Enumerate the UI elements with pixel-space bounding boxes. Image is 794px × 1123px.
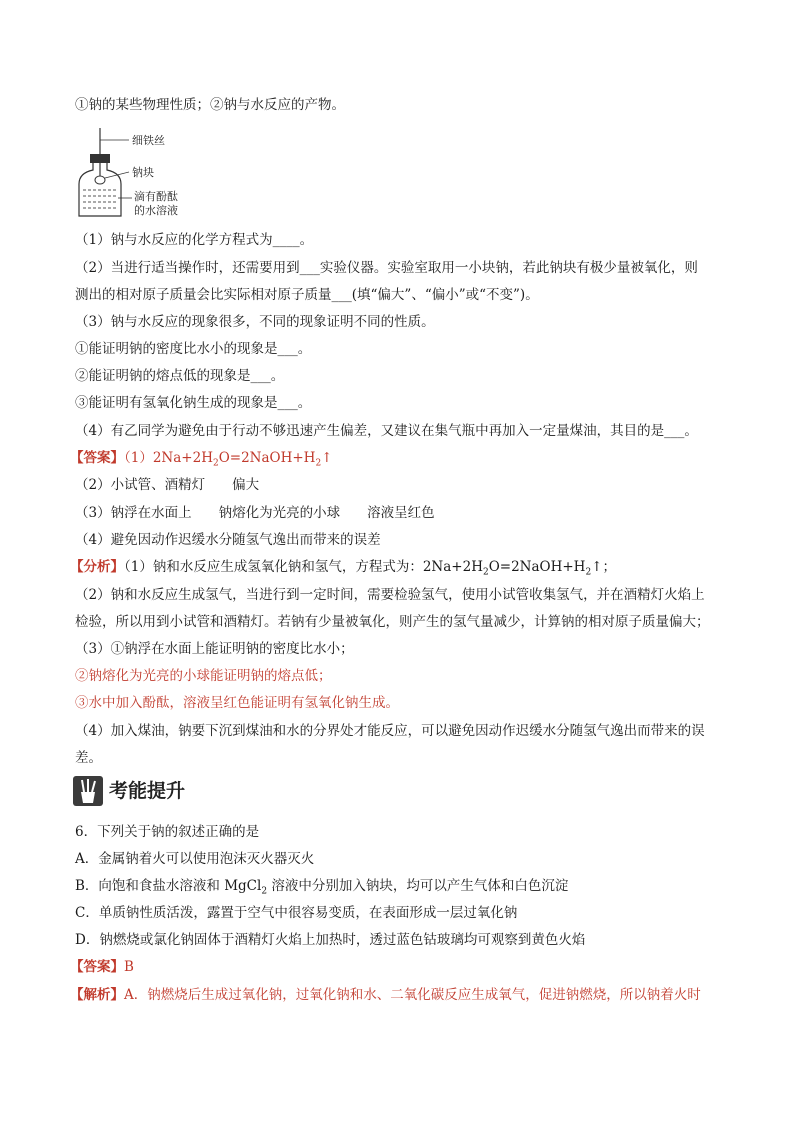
question-1: （1）钠与水反应的化学方程式为____。 — [75, 232, 314, 248]
question-4: （4）有乙同学为避免由于行动不够迅速产生偏差，又建议在集气瓶中再加入一定量煤油，其目的是___。 — [75, 423, 698, 439]
analysis-line-4: （3）①钠浮在水面上能证明钠的密度比水小； — [75, 641, 354, 657]
label-sodium-block: 钠块 — [132, 166, 154, 179]
analysis-line-5: ②钠熔化为光亮的小球能证明钠的熔点低； — [75, 668, 332, 684]
q6-analysis: 【解析】A．钠燃烧后生成过氧化钠，过氧化钠和水、二氧化碳反应生成氧气，促进钠燃烧，所以钠着火时 — [70, 987, 701, 1003]
apparatus-diagram — [74, 126, 224, 221]
analysis-tag: 【分析】 — [70, 559, 124, 575]
answer-line-4: （4）避免因动作迟缓水分随氢气逸出而带来的误差 — [75, 532, 381, 548]
question-3-b: ②能证明钠的熔点低的现象是___。 — [75, 368, 285, 384]
answer-line-3: （3）钠浮在水面上 钠熔化为光亮的小球 溶液呈红色 — [75, 505, 435, 521]
analysis-line-7: （4）加入煤油，钠要下沉到煤油和水的分界处才能反应，可以避免因动作迟缓水分随氢气逸出而带来的误 — [75, 723, 705, 739]
label-solution-2: 的水溶液 — [134, 204, 178, 217]
analysis-line-1: 【分析】（1）钠和水反应生成氢氧化钠和氢气，方程式为：$2Na+2H_2O=2NaOH+H_2↑$； — [70, 559, 617, 578]
answer-line-1: 【答案】$(1)2Na+2H_2O=2NaOH+H_2↑$ — [70, 450, 333, 469]
question-3-a: ①能证明钠的密度比水小的现象是___。 — [75, 341, 312, 357]
q6-option-c: C．单质钠性质活泼，露置于空气中很容易变质，在表面形成一层过氧化钠 — [75, 905, 518, 921]
label-solution-1: 滴有酚酞 — [134, 190, 178, 203]
question-2-line-1: （2）当进行适当操作时，还需要用到___实验仪器。实验室取用一小块钠，若此钠块有极少量被氧化，则 — [75, 260, 698, 276]
analysis-line-8: 差。 — [75, 750, 102, 766]
analysis-line-3: 检验，所以用到小试管和酒精灯。若钠有少量被氧化，则产生的氢气量减少，计算钠的相对原子质量偏大； — [75, 614, 710, 630]
answer-tag: 【答案】 — [70, 450, 124, 466]
q6-answer: 【答案】B — [70, 959, 134, 975]
q6-option-b: B．向饱和食盐水溶液和 MgCl$_2$ 溶液中分别加入钠块，均可以产生气体和白色沉淀 — [75, 878, 569, 897]
analysis-line-2: （2）钠和水反应生成氢气，当进行到一定时间，需要检验氢气，使用小试管收集氢气，并在酒精灯火焰上 — [75, 587, 705, 603]
question-2-line-2: 测出的相对原子质量会比实际相对原子质量___(填“偏大”、“偏小”或“不变”)。 — [75, 287, 539, 303]
section-title: 考能提升 — [109, 780, 186, 802]
pencil-cup-icon — [73, 776, 103, 806]
question-3: （3）钠与水反应的现象很多，不同的现象证明不同的性质。 — [75, 314, 435, 330]
q6-option-a: A．金属钠着火可以使用泡沫灭火器灭火 — [75, 851, 315, 867]
answer-line-2: （2）小试管、酒精灯 偏大 — [75, 477, 260, 493]
analysis-line-6: ③水中加入酚酞，溶液呈红色能证明有氢氧化钠生成。 — [75, 695, 399, 711]
intro-line: ①钠的某些物理性质；②钠与水反应的产物。 — [75, 97, 345, 113]
q6-option-d: D．钠燃烧或氯化钠固体于酒精灯火焰上加热时，透过蓝色钴玻璃均可观察到黄色火焰 — [75, 932, 586, 948]
label-iron-wire: 细铁丝 — [132, 134, 165, 147]
q6-stem: 6．下列关于钠的叙述正确的是 — [75, 824, 260, 840]
question-3-c: ③能证明有氢氧化钠生成的现象是___。 — [75, 395, 312, 411]
